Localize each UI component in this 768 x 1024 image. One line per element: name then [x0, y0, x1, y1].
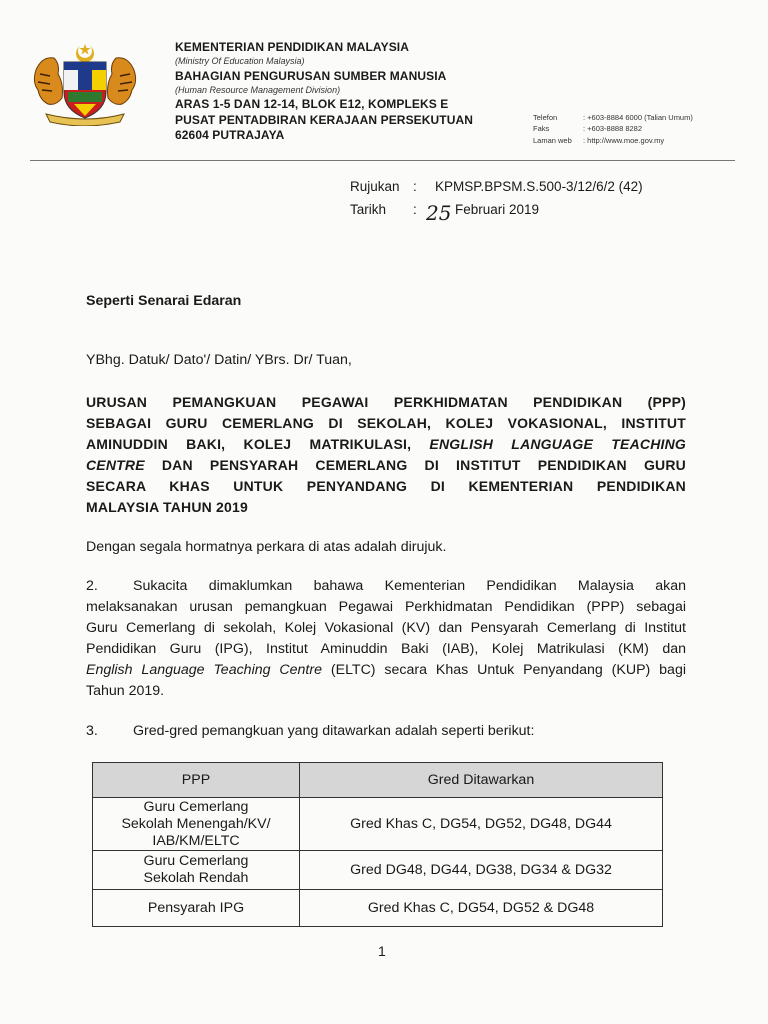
table-cell-gred: Gred Khas C, DG54, DG52 & DG48	[300, 890, 663, 927]
table-cell-ppp	[93, 890, 300, 927]
cell-line: Sekolah Menengah/KV/	[121, 815, 271, 832]
contact-fax	[533, 124, 642, 134]
paragraph-3-text: Gred-gred pemangkuan yang ditawarkan adalah seperti berikut:	[133, 723, 535, 739]
contact-web	[533, 136, 664, 146]
table-row	[93, 798, 663, 851]
tarikh-colon: :	[413, 202, 417, 217]
tarikh-value: Februari 2019	[455, 202, 540, 217]
cell-line: Guru Cemerlang	[143, 798, 249, 815]
web-label: Laman web	[533, 136, 572, 145]
paragraph-1: Dengan segala hormatnya perkara di atas adalah dirujuk.	[86, 539, 447, 555]
cell-line: IAB/KM/ELTC	[152, 832, 240, 849]
address-line-1: ARAS 1-5 DAN 12-14, BLOK E12, KOMPLEKS E	[175, 97, 449, 111]
paragraph-3	[86, 721, 686, 742]
table-cell-ppp	[93, 798, 300, 851]
handwritten-day: 25	[426, 201, 452, 225]
paragraph-2-line-5-a: English Language Teaching Centre	[86, 662, 322, 678]
fax-label: Faks	[533, 124, 550, 133]
grade-table	[92, 762, 663, 927]
subject-line-6: MALAYSIA TAHUN 2019	[86, 499, 248, 515]
subject-line-2: SEBAGAI GURU CEMERLANG DI SEKOLAH, KOLEJ VOKASIONAL, INSTITUT	[86, 415, 686, 431]
subject-line-4	[86, 455, 686, 476]
address-line-2: PUSAT PENTADBIRAN KERAJAAN PERSEKUTUAN	[175, 113, 474, 127]
subject-line-3	[86, 434, 686, 455]
paragraph-2-line-2: melaksanakan urusan pemangkuan Pegawai Perkhidmatan Pendidikan (PPP) sebagai	[86, 599, 686, 615]
page-number: 1	[378, 943, 386, 959]
paragraph-3-number: 3.	[86, 723, 98, 739]
phone-value: : +603-8884 6000 (Talian Umum)	[583, 113, 693, 122]
division-name: BAHAGIAN PENGURUSAN SUMBER MANUSIA	[175, 69, 447, 83]
table-cell-gred: Gred DG48, DG44, DG38, DG34 & DG32	[300, 851, 663, 890]
cell-line: Guru Cemerlang	[143, 853, 249, 869]
paragraph-2-number: 2.	[86, 578, 98, 594]
phone-label: Telefon	[533, 113, 558, 122]
subject-line-4-b: DAN PENSYARAH CEMERLANG DI INSTITUT PENDIDIKAN GURU	[144, 457, 686, 473]
letter-subject	[86, 392, 686, 518]
paragraph-2	[86, 576, 686, 702]
paragraph-2-line-3: Guru Cemerlang di sekolah, Kolej Vokasional (KV) dan Pensyarah Cemerlang di Institut	[86, 620, 686, 636]
letterhead-divider	[30, 160, 735, 161]
tarikh-label: Tarikh	[350, 202, 387, 217]
subject-line-5: SECARA KHAS UNTUK PENYANDANG DI KEMENTERIAN PENDIDIKAN	[86, 478, 686, 494]
malaysia-coat-of-arms-icon	[28, 40, 142, 126]
cell-line: Sekolah Rendah	[143, 870, 249, 886]
table-cell-ppp	[93, 851, 300, 890]
rujukan-label: Rujukan	[350, 179, 400, 194]
paragraph-2-line-6: Tahun 2019.	[86, 683, 165, 699]
contact-phone	[533, 113, 693, 123]
salutation: YBhg. Datuk/ Dato'/ Datin/ YBrs. Dr/ Tuan,	[86, 352, 352, 368]
table-row	[93, 890, 663, 927]
paragraph-2-line-1	[86, 576, 686, 597]
header-ppp: PPP	[93, 763, 300, 798]
header-gred: Gred Ditawarkan	[300, 763, 663, 798]
paragraph-2-line-5-b: (ELTC) secara Khas Untuk Penyandang (KUP) bagi	[321, 662, 686, 678]
rujukan-value: KPMSP.BPSM.S.500-3/12/6/2 (42)	[435, 179, 643, 194]
fax-value: : +603-8888 8282	[583, 124, 643, 133]
table-cell-gred: Gred Khas C, DG54, DG52, DG48, DG44	[300, 798, 663, 851]
web-value: : http://www.moe.gov.my	[583, 136, 665, 145]
table-row	[93, 851, 663, 890]
recipient: Seperti Senarai Edaran	[86, 293, 242, 309]
subject-line-1: URUSAN PEMANGKUAN PEGAWAI PERKHIDMATAN PENDIDIKAN (PPP)	[86, 394, 686, 410]
ministry-name-english: (Ministry Of Education Malaysia)	[175, 56, 305, 66]
subject-line-4-a: CENTRE	[86, 457, 145, 473]
address-line-3: 62604 PUTRAJAYA	[175, 128, 285, 142]
subject-line-3-a: AMINUDDIN BAKI, KOLEJ MATRIKULASI,	[86, 436, 430, 452]
table-header-row	[93, 763, 663, 798]
rujukan-colon: :	[413, 179, 417, 194]
subject-line-3-b: ENGLISH LANGUAGE TEACHING	[429, 436, 686, 452]
paragraph-2-line-1-text: Sukacita dimaklumkan bahawa Kementerian Pendidikan Malaysia akan	[133, 578, 686, 594]
division-name-english: (Human Resource Management Division)	[175, 85, 341, 95]
ministry-name: KEMENTERIAN PENDIDIKAN MALAYSIA	[175, 40, 410, 54]
paragraph-2-line-4: Pendidikan Guru (IPG), Institut Aminuddin Baki (IAB), Kolej Matrikulasi (KM) dan	[86, 641, 686, 657]
paragraph-2-line-5	[86, 660, 686, 681]
cell-line: Pensyarah IPG	[147, 899, 245, 916]
